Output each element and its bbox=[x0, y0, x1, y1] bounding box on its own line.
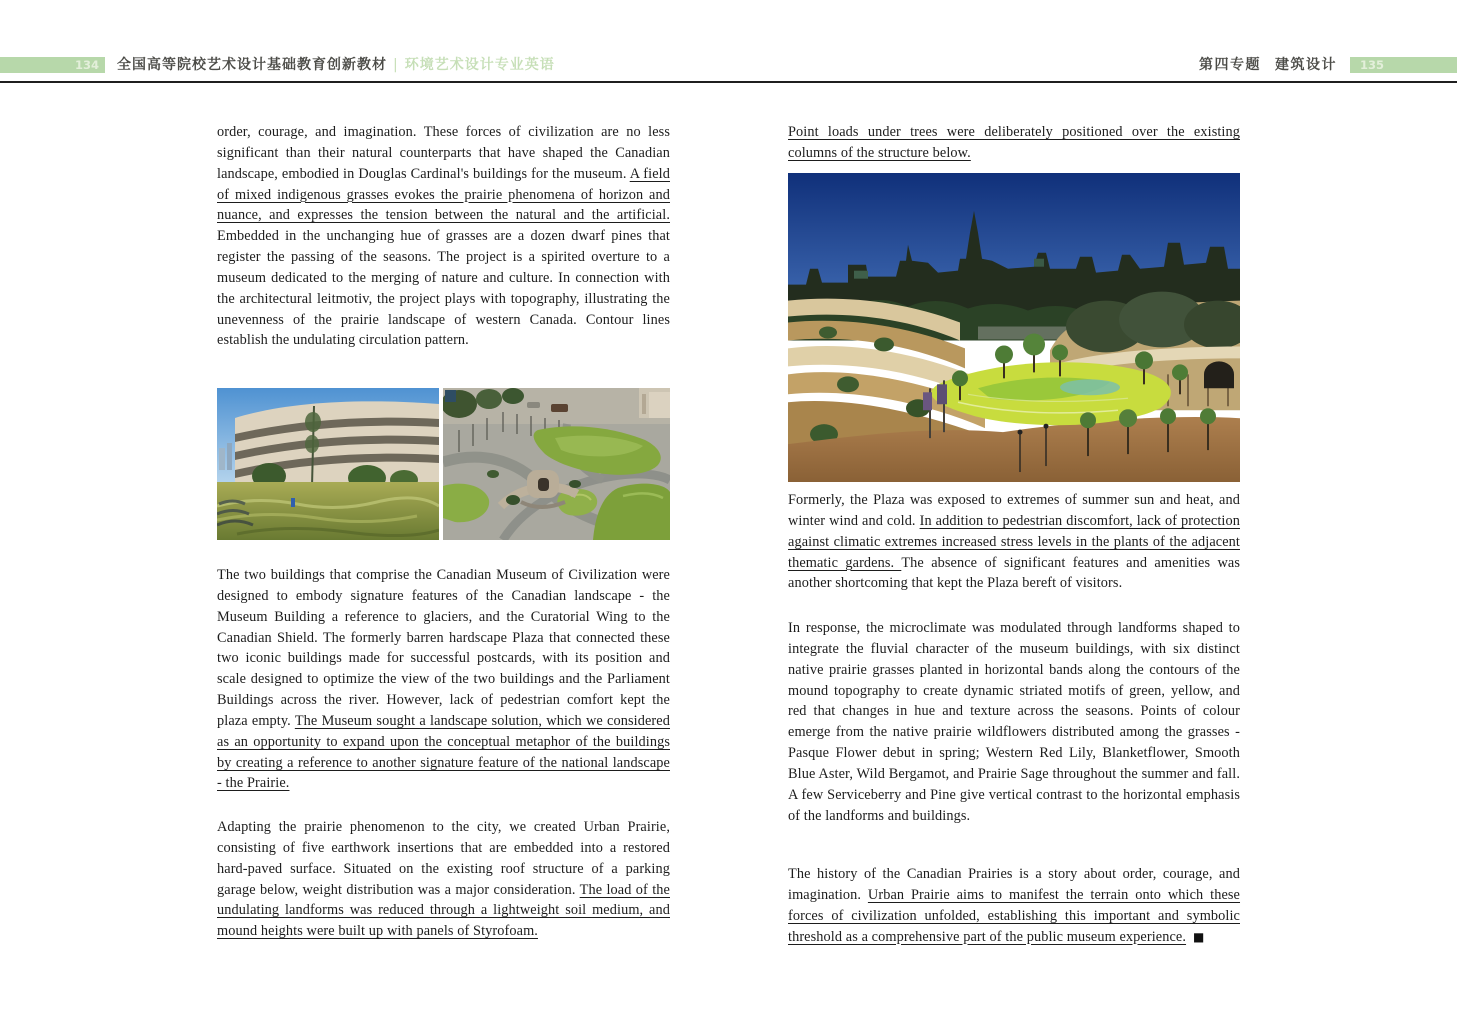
paragraph-text bbox=[788, 864, 1240, 947]
underlined-text-run: A field of mixed indigenous grasses evokes the prairie phenomena of horizon and nuance, and expresses the tension between the natural and the artificial. bbox=[217, 165, 670, 224]
paragraph bbox=[217, 817, 670, 942]
text-run: order, courage, and imagination. These forces of civilization are no less significant than their natural counterparts that have shaped the Canadian landscape, embodied in Douglas Cardinal's buildings for the museum. bbox=[217, 124, 670, 182]
urban-prairie-plaza-photo bbox=[788, 173, 1240, 482]
paragraph bbox=[217, 565, 670, 794]
end-of-article-mark: ■ bbox=[1193, 929, 1205, 944]
topic-title: 建筑设计 bbox=[1275, 57, 1337, 73]
text-run: The history of the Canadian Prairies is a story about order, courage, and imagination. bbox=[788, 866, 1240, 903]
paragraph-text bbox=[217, 122, 670, 351]
left-photo-row bbox=[217, 388, 670, 540]
underlined-text-run: The load of the undulating landforms was reduced through a lightweight soil medium, and mound heights were built up with panels of Styrofoam. bbox=[217, 881, 670, 940]
series-subtitle: 环境艺术设计专业英语 bbox=[404, 57, 555, 73]
header-rule bbox=[0, 81, 1457, 83]
text-run: Formerly, the Plaza was exposed to extremes of summer sun and heat, and winter wind and cold. bbox=[788, 492, 1240, 529]
paragraph bbox=[788, 618, 1240, 826]
text-run: The two buildings that comprise the Canadian Museum of Civilization were designed to embody signature features of the Canadian landscape - the Museum Building a reference to glaciers, and the Curatorial Wing to the Canadian Shield. The formerly barren hardscape Plaza that connected these two iconic buildings made for successful postcards, with its position and scale designed to optimize the view of the two buildings and the Parliament Buildings across the river. However, lack of pedestrian comfort kept the plaza empty. bbox=[217, 567, 670, 729]
text-run: Embedded in the unchanging hue of grasses are a dozen dwarf pines that register the passing of the seasons. The project is a spirited overture to a museum dedicated to the merging of nature and culture. In connection with the architectural leitmotiv, the project plays with topography, illustrating the unevenness of the prairie landscape of western Canada. Contour lines establish the undulating circulation pattern. bbox=[217, 228, 670, 349]
left-page-column bbox=[217, 122, 670, 1002]
paragraph bbox=[217, 122, 670, 351]
plaza-aerial-illustration bbox=[443, 388, 670, 540]
text-run: Adapting the prairie phenomenon to the city, we created Urban Prairie, consisting of five earthwork insertions that are embedded into a restored hard-paved surface. Situated on the existing roof structure of a parking garage below, weight distribution was a major consideration. bbox=[217, 819, 670, 898]
paragraph bbox=[788, 864, 1240, 947]
header-separator: | bbox=[393, 57, 399, 73]
section-title: 第四专题 bbox=[1199, 57, 1261, 73]
paragraph bbox=[788, 122, 1240, 164]
paragraph-text bbox=[788, 490, 1240, 594]
right-running-header bbox=[1199, 54, 1337, 74]
plaza-aerial-photo bbox=[443, 388, 670, 540]
paragraph bbox=[788, 490, 1240, 594]
underlined-text-run: Urban Prairie aims to manifest the terrain onto which these forces of civilization unfolded, establishing this important and symbolic threshold as a comprehensive part of the public museum experience. bbox=[788, 886, 1241, 945]
underlined-text-run: The Museum sought a landscape solution, which we considered as an opportunity to expand upon the conceptual metaphor of the buildings by creating a reference to another signature feature of the national landscape - the Prairie. bbox=[217, 712, 670, 792]
museum-building-grasses-photo bbox=[217, 388, 439, 540]
paragraph-text bbox=[217, 565, 670, 794]
series-title: 全国高等院校艺术设计基础教育创新教材 bbox=[117, 57, 387, 73]
paragraph-text bbox=[217, 817, 670, 942]
paragraph-text bbox=[788, 122, 1240, 164]
underlined-text-run: In addition to pedestrian discomfort, lack of protection against climatic extremes increased stress levels in the plants of the adjacent thematic gardens. bbox=[788, 512, 1240, 571]
text-run: The absence of significant features and amenities was another shortcoming that kept the Plaza bereft of visitors. bbox=[788, 554, 1240, 592]
text-run: In response, the microclimate was modulated through landforms shaped to integrate the fluvial character of the museum buildings, with six distinct native prairie grasses planted in horizontal bands along the contours of the mound topography to create dynamic striated motifs of green, yellow, and red that changes in hue and texture across the seasons. Points of colour emerge from the native prairie wildflowers distributed among the grasses - Pasque Flower debut in spring; Western Red Lily, Blanketflower, Smooth Blue Aster, Wild Bergamot, and Prairie Sage throughout the summer and fall. A few Serviceberry and Pine give vertical contrast to the horizontal emphasis of the landforms and buildings. bbox=[788, 620, 1240, 824]
right-page-column bbox=[788, 122, 1240, 1002]
museum-building-grasses-illustration bbox=[217, 388, 439, 540]
right-page-number: 135 bbox=[1360, 58, 1385, 72]
right-page-number-bar bbox=[1350, 57, 1457, 73]
left-page-number: 134 bbox=[74, 58, 99, 72]
left-running-header bbox=[117, 54, 555, 74]
paragraph-text bbox=[788, 618, 1240, 826]
underlined-text-run: Point loads under trees were deliberately positioned over the existing columns of the structure below. bbox=[788, 124, 1240, 161]
urban-prairie-plaza-illustration bbox=[788, 173, 1240, 482]
left-page-number-bar bbox=[0, 57, 105, 73]
